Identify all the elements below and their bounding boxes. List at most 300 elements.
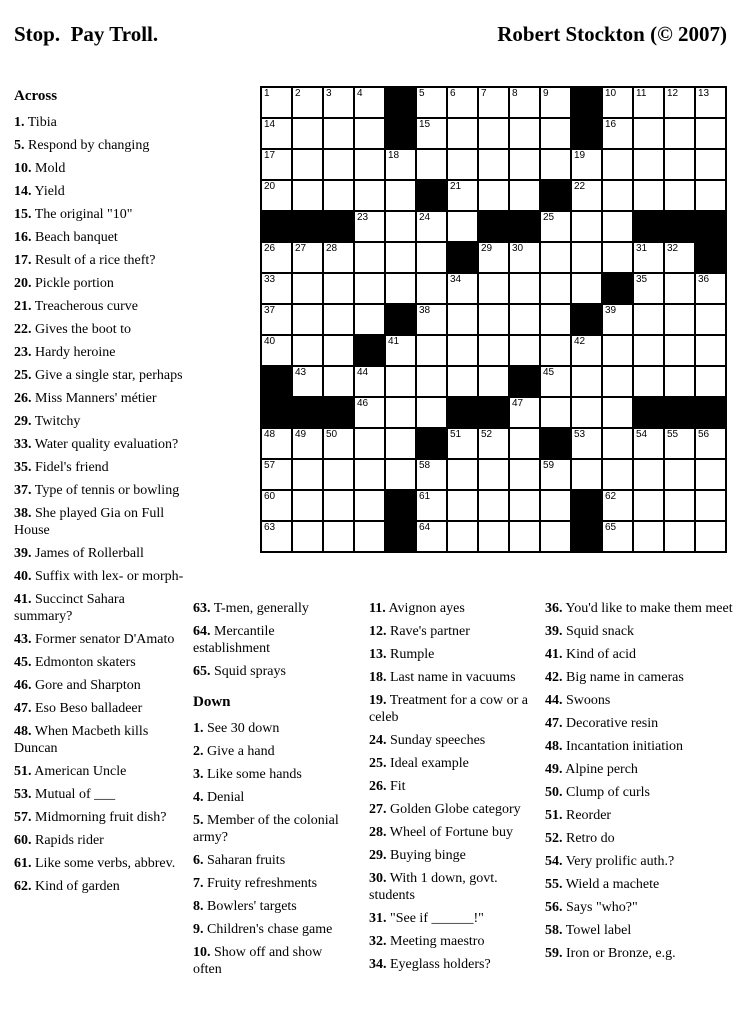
clue-across-38 [14, 505, 184, 539]
grid-cell[interactable] [324, 460, 353, 489]
grid-cell[interactable] [417, 398, 446, 427]
clue-number: 27. [369, 802, 387, 817]
grid-black-cell [696, 212, 725, 241]
clue-number: 33. [14, 437, 32, 452]
grid-cell[interactable] [417, 491, 446, 520]
grid-cell[interactable] [603, 522, 632, 551]
grid-cell[interactable] [572, 181, 601, 210]
grid-cell[interactable] [510, 181, 539, 210]
grid-cell[interactable] [293, 150, 322, 179]
cell-number: 23 [357, 212, 369, 223]
cell-number: 6 [450, 88, 456, 99]
grid-cell[interactable] [355, 398, 384, 427]
clue-text: Says "who?" [562, 900, 638, 915]
clue-text: Hardy heroine [31, 345, 116, 360]
grid-cell[interactable] [448, 522, 477, 551]
grid-cell[interactable] [448, 367, 477, 396]
cell-number: 21 [450, 181, 462, 192]
clue-down-44 [545, 692, 735, 709]
grid-cell[interactable] [355, 429, 384, 458]
grid-cell[interactable] [696, 305, 725, 334]
grid-cell[interactable] [355, 274, 384, 303]
grid-cell[interactable] [293, 274, 322, 303]
grid-cell[interactable] [262, 491, 291, 520]
clue-text: Reorder [562, 808, 612, 823]
clue-down-28 [369, 824, 544, 841]
grid-cell[interactable] [541, 522, 570, 551]
grid-cell[interactable] [417, 367, 446, 396]
grid-cell[interactable] [293, 119, 322, 148]
grid-cell[interactable] [262, 274, 291, 303]
grid-cell[interactable] [324, 243, 353, 272]
grid-cell[interactable] [634, 243, 663, 272]
grid-cell[interactable] [417, 88, 446, 117]
grid-cell[interactable] [417, 212, 446, 241]
grid-cell[interactable] [386, 274, 415, 303]
grid-cell[interactable] [696, 119, 725, 148]
clue-across-22 [14, 321, 184, 338]
grid-cell[interactable] [665, 88, 694, 117]
grid-cell[interactable] [324, 336, 353, 365]
grid-cell[interactable] [293, 336, 322, 365]
grid-cell[interactable] [448, 460, 477, 489]
grid-cell[interactable] [665, 181, 694, 210]
clue-across-43 [14, 631, 184, 648]
grid-cell[interactable] [696, 274, 725, 303]
grid-cell[interactable] [603, 212, 632, 241]
grid-cell[interactable] [448, 429, 477, 458]
grid-cell[interactable] [262, 181, 291, 210]
byline: Robert Stockton (© 2007) [497, 22, 727, 46]
grid-cell[interactable] [696, 88, 725, 117]
grid-cell[interactable] [479, 460, 508, 489]
grid-cell[interactable] [448, 88, 477, 117]
grid-cell[interactable] [355, 150, 384, 179]
clue-text: Miss Manners' métier [31, 391, 157, 406]
grid-cell[interactable] [293, 491, 322, 520]
grid-black-cell [355, 336, 384, 365]
grid-black-cell [262, 367, 291, 396]
clue-down-11 [369, 600, 544, 617]
grid-cell[interactable] [603, 491, 632, 520]
grid-cell[interactable] [262, 460, 291, 489]
grid-cell[interactable] [386, 181, 415, 210]
grid-cell[interactable] [324, 522, 353, 551]
clue-text: T-men, generally [210, 601, 309, 616]
grid-cell[interactable] [262, 336, 291, 365]
grid-cell[interactable] [510, 429, 539, 458]
clue-text: Very prolific auth.? [562, 854, 675, 869]
clue-down-12 [369, 623, 544, 640]
grid-cell[interactable] [324, 367, 353, 396]
grid-black-cell [386, 88, 415, 117]
clue-number: 28. [369, 825, 387, 840]
grid-cell[interactable] [386, 367, 415, 396]
grid-cell[interactable] [293, 367, 322, 396]
grid-cell[interactable] [262, 305, 291, 334]
grid-cell[interactable] [324, 88, 353, 117]
grid-cell[interactable] [355, 460, 384, 489]
cell-number: 19 [574, 150, 586, 161]
grid-cell[interactable] [665, 243, 694, 272]
clue-across-45 [14, 654, 184, 671]
grid-cell[interactable] [634, 336, 663, 365]
grid-cell[interactable] [510, 150, 539, 179]
grid-cell[interactable] [665, 150, 694, 179]
clue-down-31 [369, 910, 544, 927]
grid-cell[interactable] [448, 491, 477, 520]
clue-text: Give a single star, perhaps [31, 368, 183, 383]
grid-cell[interactable] [634, 460, 663, 489]
clue-number: 54. [545, 854, 563, 869]
grid-cell[interactable] [386, 243, 415, 272]
grid-cell[interactable] [417, 243, 446, 272]
grid-cell[interactable] [324, 181, 353, 210]
grid-cell[interactable] [603, 429, 632, 458]
cell-number: 37 [264, 305, 276, 316]
grid-cell[interactable] [293, 460, 322, 489]
cell-number: 12 [667, 88, 679, 99]
clue-down-24 [369, 732, 544, 749]
clue-number: 44. [545, 693, 563, 708]
grid-cell[interactable] [541, 274, 570, 303]
clue-text: You'd like to make them meet [562, 601, 733, 616]
grid-cell[interactable] [572, 150, 601, 179]
grid-cell[interactable] [293, 88, 322, 117]
clue-across-26 [14, 390, 184, 407]
clue-number: 59. [545, 946, 563, 961]
grid-cell[interactable] [293, 305, 322, 334]
grid-cell[interactable] [479, 181, 508, 210]
clue-text: Fit [386, 779, 406, 794]
grid-cell[interactable] [448, 181, 477, 210]
grid-cell[interactable] [355, 367, 384, 396]
grid-cell[interactable] [665, 336, 694, 365]
grid-cell[interactable] [386, 460, 415, 489]
grid-cell[interactable] [510, 274, 539, 303]
clue-number: 30. [369, 871, 387, 886]
clue-text: Fruity refreshments [203, 876, 318, 891]
grid-cell[interactable] [696, 181, 725, 210]
clue-text: Bowlers' targets [203, 899, 297, 914]
grid-cell[interactable] [262, 522, 291, 551]
grid-cell[interactable] [293, 429, 322, 458]
grid-cell[interactable] [262, 429, 291, 458]
grid-cell[interactable] [634, 305, 663, 334]
grid-cell[interactable] [665, 119, 694, 148]
grid-cell[interactable] [448, 119, 477, 148]
grid-cell[interactable] [541, 212, 570, 241]
grid-cell[interactable] [541, 150, 570, 179]
grid-cell[interactable] [324, 274, 353, 303]
clue-text: Like some hands [203, 767, 302, 782]
grid-cell[interactable] [634, 522, 663, 551]
grid-cell[interactable] [634, 367, 663, 396]
grid-cell[interactable] [386, 429, 415, 458]
clue-down-27 [369, 801, 544, 818]
clue-across-39 [14, 545, 184, 562]
grid-cell[interactable] [324, 150, 353, 179]
clue-text: Retro do [562, 831, 615, 846]
clue-column-1 [14, 88, 184, 901]
cell-number: 55 [667, 429, 679, 440]
grid-cell[interactable] [572, 212, 601, 241]
grid-cell[interactable] [603, 336, 632, 365]
grid-cell[interactable] [417, 119, 446, 148]
grid-cell[interactable] [448, 305, 477, 334]
grid-cell[interactable] [479, 243, 508, 272]
clue-text: Saharan fruits [203, 853, 286, 868]
grid-cell[interactable] [479, 429, 508, 458]
grid-cell[interactable] [324, 119, 353, 148]
clue-number: 41. [14, 592, 32, 607]
grid-cell[interactable] [665, 460, 694, 489]
clue-number: 43. [14, 632, 32, 647]
clue-text: Mold [31, 161, 66, 176]
clue-number: 2. [193, 744, 204, 759]
clue-number: 39. [545, 624, 563, 639]
grid-cell[interactable] [572, 460, 601, 489]
grid-cell[interactable] [665, 367, 694, 396]
clue-down-19 [369, 692, 544, 726]
grid-cell[interactable] [541, 398, 570, 427]
grid-cell[interactable] [541, 88, 570, 117]
clue-number: 58. [545, 923, 563, 938]
cell-number: 36 [698, 274, 710, 285]
grid-cell[interactable] [510, 522, 539, 551]
grid-cell[interactable] [510, 336, 539, 365]
clue-across-62 [14, 878, 184, 895]
clue-text: Member of the colonial army? [193, 813, 339, 845]
grid-cell[interactable] [355, 88, 384, 117]
grid-cell[interactable] [572, 274, 601, 303]
grid-black-cell [510, 367, 539, 396]
grid-cell[interactable] [479, 336, 508, 365]
grid-cell[interactable] [417, 305, 446, 334]
clue-down-7 [193, 875, 353, 892]
grid-cell[interactable] [634, 491, 663, 520]
grid-cell[interactable] [448, 336, 477, 365]
grid-cell[interactable] [665, 491, 694, 520]
grid-cell[interactable] [541, 119, 570, 148]
grid-cell[interactable] [293, 522, 322, 551]
clue-number: 10. [193, 945, 211, 960]
cell-number: 25 [543, 212, 555, 223]
grid-cell[interactable] [355, 181, 384, 210]
grid-cell[interactable] [572, 336, 601, 365]
grid-cell[interactable] [262, 88, 291, 117]
cell-number: 27 [295, 243, 307, 254]
clue-across-20 [14, 275, 184, 292]
clue-down-18 [369, 669, 544, 686]
grid-cell[interactable] [603, 119, 632, 148]
grid-cell[interactable] [386, 212, 415, 241]
grid-cell[interactable] [603, 243, 632, 272]
grid-cell[interactable] [355, 522, 384, 551]
grid-cell[interactable] [634, 150, 663, 179]
grid-cell[interactable] [603, 150, 632, 179]
grid-cell[interactable] [634, 119, 663, 148]
grid-cell[interactable] [355, 491, 384, 520]
grid-cell[interactable] [355, 243, 384, 272]
clue-down-5 [193, 812, 353, 846]
grid-cell[interactable] [696, 491, 725, 520]
clue-number: 63. [193, 601, 211, 616]
clue-number: 23. [14, 345, 32, 360]
grid-cell[interactable] [417, 336, 446, 365]
clue-down-56 [545, 899, 735, 916]
clue-text: Iron or Bronze, e.g. [562, 946, 676, 961]
grid-cell[interactable] [448, 150, 477, 179]
clue-number: 51. [545, 808, 563, 823]
grid-cell[interactable] [696, 336, 725, 365]
grid-black-cell [417, 181, 446, 210]
clue-text: Towel label [562, 923, 632, 938]
grid-cell[interactable] [510, 398, 539, 427]
grid-cell[interactable] [634, 88, 663, 117]
grid-cell[interactable] [541, 491, 570, 520]
grid-cell[interactable] [510, 119, 539, 148]
grid-cell[interactable] [479, 522, 508, 551]
clue-text: When Macbeth kills Duncan [14, 724, 149, 756]
grid-cell[interactable] [324, 491, 353, 520]
clue-number: 35. [14, 460, 32, 475]
clue-number: 31. [369, 911, 387, 926]
grid-cell[interactable] [696, 150, 725, 179]
grid-cell[interactable] [386, 336, 415, 365]
clue-down-26 [369, 778, 544, 795]
cell-number: 63 [264, 522, 276, 533]
grid-cell[interactable] [541, 243, 570, 272]
grid-cell[interactable] [634, 181, 663, 210]
grid-cell[interactable] [572, 429, 601, 458]
grid-black-cell [572, 88, 601, 117]
grid-cell[interactable] [417, 274, 446, 303]
grid-cell[interactable] [696, 460, 725, 489]
clue-number: 10. [14, 161, 32, 176]
clue-text: See 30 down [203, 721, 280, 736]
grid-cell[interactable] [665, 429, 694, 458]
clue-down-50 [545, 784, 735, 801]
clue-number: 50. [545, 785, 563, 800]
clue-text: Meeting maestro [386, 934, 485, 949]
clue-across-65 [193, 663, 353, 680]
grid-cell[interactable] [386, 398, 415, 427]
grid-cell[interactable] [603, 460, 632, 489]
grid-cell[interactable] [634, 429, 663, 458]
clue-number: 38. [14, 506, 32, 521]
clue-text: Type of tennis or bowling [31, 483, 180, 498]
clue-down-59 [545, 945, 735, 962]
grid-cell[interactable] [572, 243, 601, 272]
grid-cell[interactable] [510, 88, 539, 117]
grid-cell[interactable] [603, 398, 632, 427]
grid-cell[interactable] [510, 460, 539, 489]
clue-down-39 [545, 623, 735, 640]
grid-cell[interactable] [479, 119, 508, 148]
grid-cell[interactable] [417, 150, 446, 179]
grid-cell[interactable] [355, 119, 384, 148]
grid-cell[interactable] [262, 150, 291, 179]
grid-cell[interactable] [479, 491, 508, 520]
grid-cell[interactable] [696, 429, 725, 458]
grid-cell[interactable] [479, 367, 508, 396]
grid-cell[interactable] [355, 212, 384, 241]
grid-cell[interactable] [510, 305, 539, 334]
cell-number: 34 [450, 274, 462, 285]
clue-number: 32. [369, 934, 387, 949]
clue-number: 29. [14, 414, 32, 429]
grid-cell[interactable] [293, 181, 322, 210]
cell-number: 48 [264, 429, 276, 440]
clue-across-64 [193, 623, 353, 657]
clue-text: Mutual of ___ [31, 787, 116, 802]
clue-number: 40. [14, 569, 32, 584]
clue-number: 45. [14, 655, 32, 670]
grid-cell[interactable] [665, 305, 694, 334]
grid-cell[interactable] [262, 119, 291, 148]
clue-number: 12. [369, 624, 387, 639]
grid-cell[interactable] [634, 274, 663, 303]
grid-cell[interactable] [262, 243, 291, 272]
grid-cell[interactable] [479, 274, 508, 303]
grid-cell[interactable] [479, 305, 508, 334]
grid-cell[interactable] [603, 88, 632, 117]
grid-cell[interactable] [448, 274, 477, 303]
grid-cell[interactable] [324, 305, 353, 334]
grid-cell[interactable] [510, 243, 539, 272]
cell-number: 1 [264, 88, 270, 99]
grid-cell[interactable] [603, 367, 632, 396]
grid-cell[interactable] [541, 367, 570, 396]
grid-cell[interactable] [386, 150, 415, 179]
clue-text: "See if ______!" [386, 911, 484, 926]
grid-cell[interactable] [293, 243, 322, 272]
grid-cell[interactable] [479, 88, 508, 117]
cell-number: 43 [295, 367, 307, 378]
grid-cell[interactable] [417, 522, 446, 551]
grid-cell[interactable] [417, 460, 446, 489]
grid-cell[interactable] [696, 367, 725, 396]
grid-cell[interactable] [541, 460, 570, 489]
grid-cell[interactable] [696, 522, 725, 551]
grid-cell[interactable] [572, 398, 601, 427]
cell-number: 31 [636, 243, 648, 254]
grid-cell[interactable] [603, 181, 632, 210]
clue-number: 56. [545, 900, 563, 915]
clue-across-14 [14, 183, 184, 200]
clue-text: Pickle portion [31, 276, 114, 291]
clue-text: Rave's partner [386, 624, 470, 639]
grid-cell[interactable] [324, 429, 353, 458]
grid-cell[interactable] [479, 150, 508, 179]
grid-cell[interactable] [572, 367, 601, 396]
grid-black-cell [572, 119, 601, 148]
cell-number: 42 [574, 336, 586, 347]
clue-across-48 [14, 723, 184, 757]
grid-cell[interactable] [541, 336, 570, 365]
grid-cell[interactable] [665, 522, 694, 551]
grid-cell[interactable] [510, 491, 539, 520]
grid-cell[interactable] [665, 274, 694, 303]
grid-cell[interactable] [541, 305, 570, 334]
grid-cell[interactable] [448, 212, 477, 241]
grid-black-cell [510, 212, 539, 241]
grid-cell[interactable] [355, 305, 384, 334]
clue-across-57 [14, 809, 184, 826]
cell-number: 22 [574, 181, 586, 192]
grid-cell[interactable] [603, 305, 632, 334]
